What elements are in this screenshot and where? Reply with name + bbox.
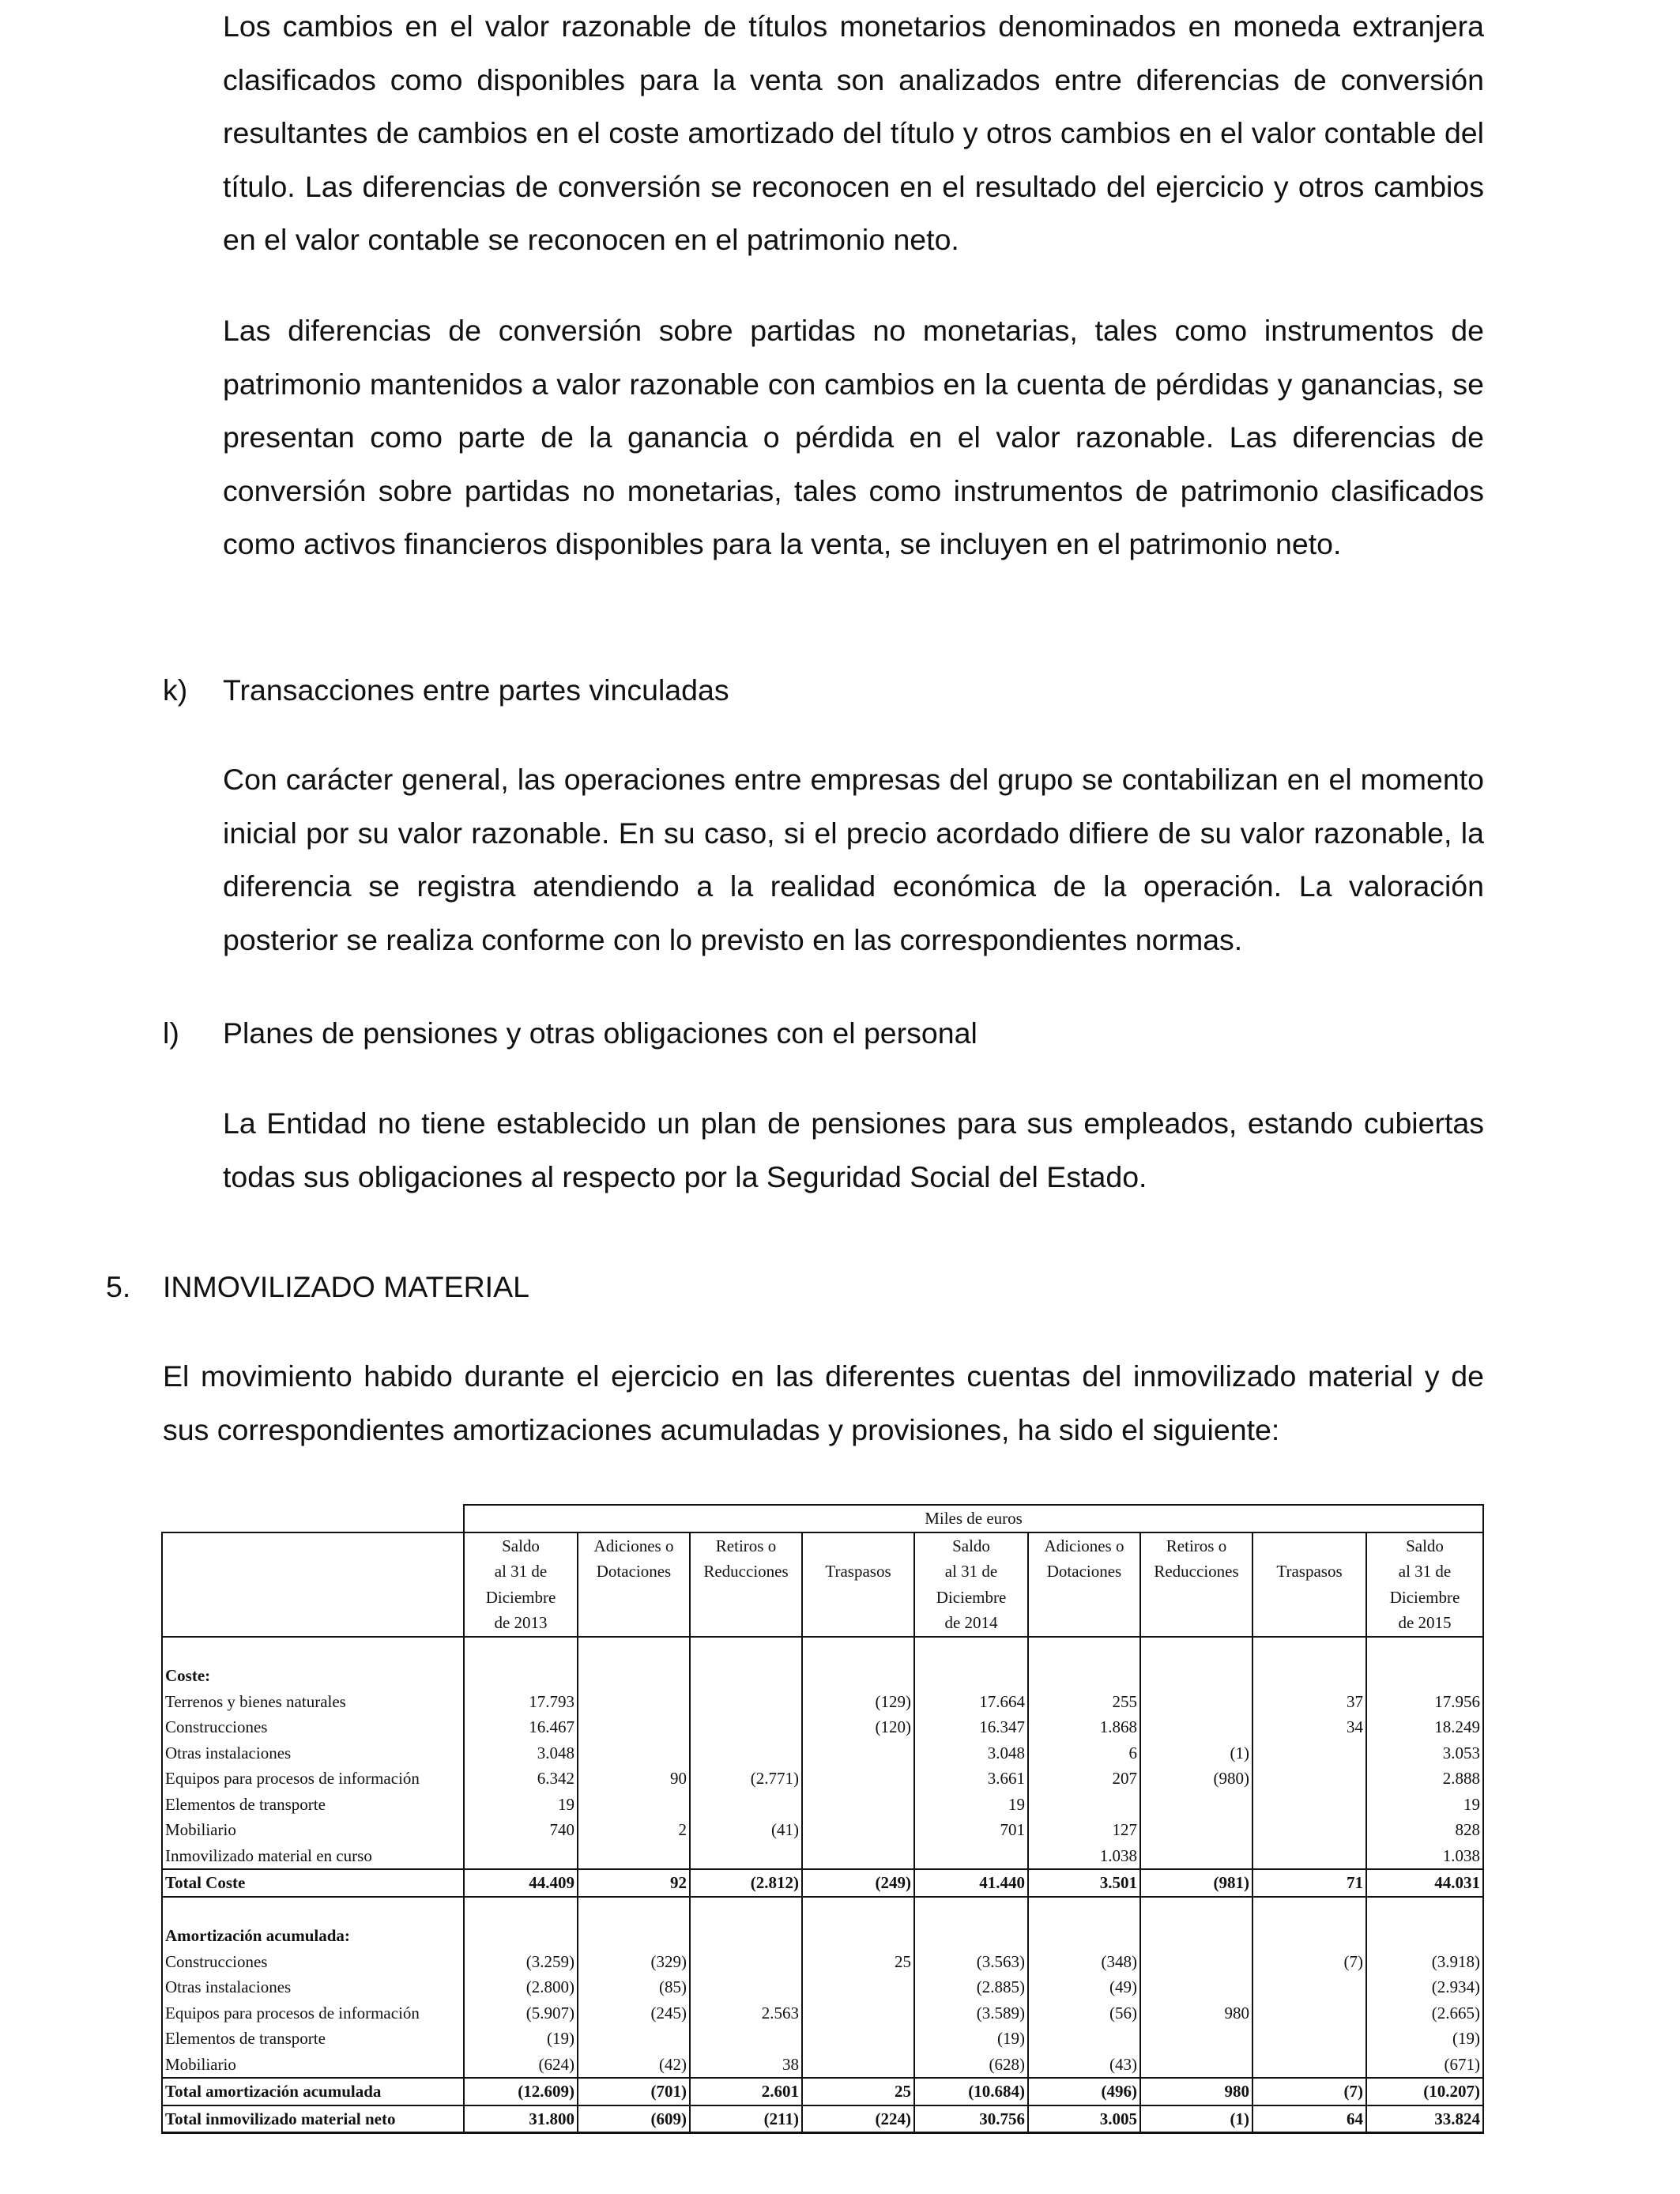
fixed-assets-table (161, 1504, 1484, 2134)
column-header-8 (1252, 1532, 1366, 1637)
table-empty-cell (914, 1923, 1028, 1949)
amortizacion-section-title (162, 1923, 1483, 1949)
table-empty-cell (1140, 1923, 1252, 1949)
table-gap-cell (1252, 1897, 1366, 1924)
cell-col-9: 19 (1366, 1792, 1483, 1818)
row-label: Construcciones (162, 1949, 464, 1975)
column-header-line: Retiros o (1166, 1536, 1227, 1555)
paragraph-related-parties: Con carácter general, las operaciones entre empresas del grupo se contabilizan en el momento inicial por su valor razonable. En su caso, si el precio acordado difiere de su valor razonable, la diferencia se registra atendiendo a la realidad económica de la operación. La valoración posterior se realiza conforme con lo previsto en las correspondientes normas. (223, 763, 1484, 956)
cell-col-6 (1028, 2026, 1140, 2052)
table-empty-cell (1366, 1663, 1483, 1689)
cell-col-3: (2.812) (690, 1869, 802, 1897)
cell-col-1: 17.793 (464, 1689, 578, 1715)
cell-col-7: (1) (1140, 1740, 1252, 1766)
cell-col-7 (1140, 1817, 1252, 1843)
cell-col-1: (5.907) (464, 2000, 578, 2026)
table-gap-cell (1366, 1897, 1483, 1924)
cell-col-8: (7) (1252, 2078, 1366, 2105)
cell-col-1: (19) (464, 2026, 578, 2052)
row-label: Equipos para procesos de información (162, 1766, 464, 1792)
table-row (162, 1949, 1483, 1975)
cell-col-6: (49) (1028, 1974, 1140, 2000)
cell-col-7 (1140, 1843, 1252, 1870)
column-header-2 (578, 1532, 690, 1637)
table-row (162, 2052, 1483, 2079)
cell-col-3 (690, 1740, 802, 1766)
cell-col-4: (249) (802, 1869, 914, 1897)
cell-col-5: 17.664 (914, 1689, 1028, 1715)
cell-col-9: (2.665) (1366, 2000, 1483, 2026)
coste-section-title (162, 1663, 1483, 1689)
table-row (162, 1740, 1483, 1766)
cell-col-2 (578, 1843, 690, 1870)
fixed-assets-table-wrapper (161, 1504, 1482, 2134)
cell-col-9: 2.888 (1366, 1766, 1483, 1792)
table-gap-cell (914, 1637, 1028, 1664)
table-row (162, 1689, 1483, 1715)
cell-col-9: 1.038 (1366, 1843, 1483, 1870)
cell-col-1 (464, 1843, 578, 1870)
table-gap-cell (578, 1897, 690, 1924)
cell-col-8 (1252, 2000, 1366, 2026)
column-header-line: al 31 de (494, 1562, 548, 1581)
cell-col-6: 1.038 (1028, 1843, 1140, 1870)
cell-col-3 (690, 1714, 802, 1740)
cell-col-5: (19) (914, 2026, 1028, 2052)
table-gap-cell (690, 1637, 802, 1664)
cell-col-8 (1252, 1792, 1366, 1818)
cell-col-7 (1140, 2026, 1252, 2052)
table-empty-cell (464, 1663, 578, 1689)
table-unit-row (162, 1505, 1483, 1532)
table-row (162, 2000, 1483, 2026)
column-header-line: de 2015 (1398, 1613, 1452, 1632)
cell-col-2: (609) (578, 2105, 690, 2133)
column-header-line: Traspasos (825, 1562, 891, 1581)
table-row (162, 1714, 1483, 1740)
amortizacion-section-title-label: Amortización acumulada: (162, 1923, 464, 1949)
column-header-9 (1366, 1532, 1483, 1637)
table-gap-cell (802, 1897, 914, 1924)
cell-col-7: (980) (1140, 1766, 1252, 1792)
cell-col-2 (578, 1740, 690, 1766)
heading-k-text: Transacciones entre partes vinculadas (223, 673, 729, 707)
cell-col-9: 3.053 (1366, 1740, 1483, 1766)
cell-col-2: (42) (578, 2052, 690, 2079)
row-label: Otras instalaciones (162, 1974, 464, 2000)
cell-col-2: 2 (578, 1817, 690, 1843)
cell-col-4: 25 (802, 1949, 914, 1975)
cell-col-4 (802, 1766, 914, 1792)
table-gap-cell (464, 1637, 578, 1664)
table-row (162, 2026, 1483, 2052)
cell-col-7 (1140, 1949, 1252, 1975)
table-empty-cell (1028, 1663, 1140, 1689)
column-header-line: Adiciones o (593, 1536, 674, 1555)
cell-col-4: (224) (802, 2105, 914, 2133)
row-label: Mobiliario (162, 1817, 464, 1843)
cell-col-4 (802, 2000, 914, 2026)
cell-col-1: 6.342 (464, 1766, 578, 1792)
row-label: Total Coste (162, 1869, 464, 1897)
cell-col-1: 19 (464, 1792, 578, 1818)
cell-col-1: (12.609) (464, 2078, 578, 2105)
cell-col-4: (120) (802, 1714, 914, 1740)
column-header-line: Dotaciones (1046, 1562, 1122, 1581)
cell-col-3 (690, 1949, 802, 1975)
cell-col-9: (671) (1366, 2052, 1483, 2079)
cell-col-8 (1252, 1766, 1366, 1792)
cell-col-6: 255 (1028, 1689, 1140, 1715)
column-header-line: Saldo (952, 1536, 990, 1555)
table-empty-cell (1366, 1923, 1483, 1949)
cell-col-7: 980 (1140, 2000, 1252, 2026)
cell-col-4 (802, 1792, 914, 1818)
table-gap-label (162, 1897, 464, 1924)
cell-col-8 (1252, 2026, 1366, 2052)
cell-col-6 (1028, 1792, 1140, 1818)
table-row (162, 1792, 1483, 1818)
cell-col-5: (2.885) (914, 1974, 1028, 2000)
cell-col-8: 64 (1252, 2105, 1366, 2133)
cell-col-1: (624) (464, 2052, 578, 2079)
cell-col-3 (690, 1974, 802, 2000)
cell-col-2: (329) (578, 1949, 690, 1975)
cell-col-7 (1140, 1792, 1252, 1818)
row-label: Otras instalaciones (162, 1740, 464, 1766)
table-gap-cell (1252, 1637, 1366, 1664)
cell-col-5: (10.684) (914, 2078, 1028, 2105)
total-amortizacion-row (162, 2078, 1483, 2105)
table-empty-cell (802, 1663, 914, 1689)
cell-col-6: 127 (1028, 1817, 1140, 1843)
table-unit-header: Miles de euros (464, 1505, 1483, 1532)
column-header-5 (914, 1532, 1028, 1637)
cell-col-7: 980 (1140, 2078, 1252, 2105)
cell-col-4 (802, 1817, 914, 1843)
table-empty-cell (578, 1663, 690, 1689)
cell-col-8: 34 (1252, 1714, 1366, 1740)
table-header-label-cell (162, 1532, 464, 1637)
column-header-line: Retiros o (715, 1536, 777, 1555)
cell-col-8 (1252, 1740, 1366, 1766)
cell-col-7 (1140, 1714, 1252, 1740)
cell-col-9: 18.249 (1366, 1714, 1483, 1740)
cell-col-6: 3.501 (1028, 1869, 1140, 1897)
cell-col-4 (802, 1740, 914, 1766)
table-empty-cell (1140, 1663, 1252, 1689)
cell-col-6: 6 (1028, 1740, 1140, 1766)
cell-col-1: 16.467 (464, 1714, 578, 1740)
cell-col-2 (578, 1714, 690, 1740)
row-label: Elementos de transporte (162, 2026, 464, 2052)
table-empty-cell (1252, 1663, 1366, 1689)
cell-col-9: (3.918) (1366, 1949, 1483, 1975)
table-gap-cell (578, 1637, 690, 1664)
heading-k-label: k) (163, 673, 188, 707)
row-label: Equipos para procesos de información (162, 2000, 464, 2026)
cell-col-6: 207 (1028, 1766, 1140, 1792)
cell-col-9: (19) (1366, 2026, 1483, 2052)
column-header-line (805, 1533, 911, 1559)
cell-col-4: 25 (802, 2078, 914, 2105)
table-gap-cell (914, 1897, 1028, 1924)
cell-col-3 (690, 1689, 802, 1715)
cell-col-9: 44.031 (1366, 1869, 1483, 1897)
table-empty-cell (464, 1923, 578, 1949)
table-gap-label (162, 1637, 464, 1664)
column-header-line: Diciembre (1389, 1587, 1460, 1607)
cell-col-8 (1252, 1843, 1366, 1870)
cell-col-1: 44.409 (464, 1869, 578, 1897)
table-gap-cell (802, 1637, 914, 1664)
cell-col-1: 3.048 (464, 1740, 578, 1766)
table-empty-cell (914, 1663, 1028, 1689)
table-empty-cell (690, 1923, 802, 1949)
cell-col-2: (85) (578, 1974, 690, 2000)
table-gap-cell (1140, 1897, 1252, 1924)
cell-col-1: 740 (464, 1817, 578, 1843)
cell-col-3 (690, 1792, 802, 1818)
paragraph-movement-intro: El movimiento habido durante el ejercicio en las diferentes cuentas del inmovilizado material y de sus correspondientes amortizaciones acumuladas y provisiones, ha sido el siguiente: (163, 1359, 1484, 1446)
row-label: Total inmovilizado material neto (162, 2105, 464, 2133)
table-gap-cell (1028, 1637, 1140, 1664)
cell-col-2 (578, 1689, 690, 1715)
cell-col-8 (1252, 1817, 1366, 1843)
cell-col-8: 71 (1252, 1869, 1366, 1897)
cell-col-9: (10.207) (1366, 2078, 1483, 2105)
table-gap-cell (1140, 1637, 1252, 1664)
cell-col-3 (690, 1843, 802, 1870)
column-header-line: Saldo (1406, 1536, 1444, 1555)
cell-col-5: 30.756 (914, 2105, 1028, 2133)
cell-col-1: (3.259) (464, 1949, 578, 1975)
cell-col-3: (2.771) (690, 1766, 802, 1792)
cell-col-2 (578, 2026, 690, 2052)
cell-col-4 (802, 1843, 914, 1870)
cell-col-8 (1252, 2052, 1366, 2079)
table-row (162, 1974, 1483, 2000)
table-gap-cell (1366, 1637, 1483, 1664)
column-header-line: de 2013 (494, 1613, 548, 1632)
cell-col-2: (701) (578, 2078, 690, 2105)
column-header-line (1256, 1533, 1363, 1559)
column-header-line: Diciembre (936, 1587, 1007, 1607)
row-label: Mobiliario (162, 2052, 464, 2079)
table-empty-cell (1252, 1923, 1366, 1949)
paragraph-conversion-monetary: Los cambios en el valor razonable de títulos monetarios denominados en moneda extranjera clasificados como disponibles para la venta son analizados entre diferencias de conversión resultantes de cambios en el coste amortizado del título y otros cambios en el valor contable del título. Las diferencias de conversión se reconocen en el resultado del ejercicio y otros cambios en el valor contable se reconocen en el patrimonio neto. (223, 9, 1484, 256)
cell-col-2: (245) (578, 2000, 690, 2026)
row-label: Construcciones (162, 1714, 464, 1740)
table-gap-row (162, 1637, 1483, 1664)
cell-col-6: 3.005 (1028, 2105, 1140, 2133)
table-column-header-row (162, 1532, 1483, 1637)
cell-col-4 (802, 1974, 914, 2000)
heading-5-label: 5. (106, 1270, 131, 1303)
row-label: Inmovilizado material en curso (162, 1843, 464, 1870)
cell-col-5: 3.661 (914, 1766, 1028, 1792)
cell-col-5: 19 (914, 1792, 1028, 1818)
cell-col-3: (41) (690, 1817, 802, 1843)
cell-col-3: 2.601 (690, 2078, 802, 2105)
table-empty-cell (578, 1923, 690, 1949)
cell-col-6: (348) (1028, 1949, 1140, 1975)
heading-l-text: Planes de pensiones y otras obligaciones con el personal (223, 1016, 977, 1050)
column-header-line: al 31 de (944, 1562, 998, 1581)
cell-col-1: (2.800) (464, 1974, 578, 2000)
cell-col-7 (1140, 1689, 1252, 1715)
heading-l-label: l) (163, 1016, 179, 1050)
column-header-line: Reducciones (1154, 1562, 1239, 1581)
column-header-line: Traspasos (1276, 1562, 1343, 1581)
table-gap-cell (690, 1897, 802, 1924)
cell-col-5: (3.589) (914, 2000, 1028, 2026)
cell-col-5: (628) (914, 2052, 1028, 2079)
cell-col-1: 31.800 (464, 2105, 578, 2133)
cell-col-3: (211) (690, 2105, 802, 2133)
table-empty-cell (690, 1663, 802, 1689)
column-header-1 (464, 1532, 578, 1637)
table-gap-row (162, 1897, 1483, 1924)
row-label: Elementos de transporte (162, 1792, 464, 1818)
cell-col-7: (981) (1140, 1869, 1252, 1897)
column-header-line: al 31 de (1398, 1562, 1452, 1581)
column-header-line: de 2014 (944, 1613, 998, 1632)
cell-col-8: (7) (1252, 1949, 1366, 1975)
cell-col-3 (690, 2026, 802, 2052)
cell-col-2: 90 (578, 1766, 690, 1792)
cell-col-6: 1.868 (1028, 1714, 1140, 1740)
table-row (162, 1766, 1483, 1792)
column-header-3 (690, 1532, 802, 1637)
total-neto-row (162, 2105, 1483, 2133)
cell-col-5 (914, 1843, 1028, 1870)
cell-col-6: (56) (1028, 2000, 1140, 2026)
table-empty-cell (802, 1923, 914, 1949)
cell-col-8 (1252, 1974, 1366, 2000)
cell-col-7 (1140, 1974, 1252, 2000)
table-row (162, 1843, 1483, 1870)
heading-5-text: INMOVILIZADO MATERIAL (163, 1270, 529, 1303)
cell-col-8: 37 (1252, 1689, 1366, 1715)
cell-col-9: 828 (1366, 1817, 1483, 1843)
column-header-line: Dotaciones (596, 1562, 672, 1581)
table-row (162, 1817, 1483, 1843)
column-header-line: Adiciones o (1044, 1536, 1124, 1555)
cell-col-7: (1) (1140, 2105, 1252, 2133)
table-gap-cell (464, 1897, 578, 1924)
cell-col-2: 92 (578, 1869, 690, 1897)
cell-col-9: 33.824 (1366, 2105, 1483, 2133)
paragraph-conversion-non-monetary: Las diferencias de conversión sobre partidas no monetarias, tales como instrumentos de patrimonio mantenidos a valor razonable con cambios en la cuenta de pérdidas y ganancias, se presentan como parte de la ganancia o pérdida en el valor razonable. Las diferencias de conversión sobre partidas no monetarias, tales como instrumentos de patrimonio clasificados como activos financieros disponibles para la venta, se incluyen en el patrimonio neto. (223, 314, 1484, 560)
column-header-7 (1140, 1532, 1252, 1637)
column-header-4 (802, 1532, 914, 1637)
cell-col-5: 701 (914, 1817, 1028, 1843)
cell-col-4 (802, 2052, 914, 2079)
column-header-line: Diciembre (485, 1587, 556, 1607)
cell-col-7 (1140, 2052, 1252, 2079)
cell-col-4 (802, 2026, 914, 2052)
table-gap-cell (1028, 1897, 1140, 1924)
table-blank-corner (162, 1505, 464, 1532)
cell-col-9: (2.934) (1366, 1974, 1483, 2000)
cell-col-6: (43) (1028, 2052, 1140, 2079)
cell-col-5: 16.347 (914, 1714, 1028, 1740)
row-label: Terrenos y bienes naturales (162, 1689, 464, 1715)
row-label: Total amortización acumulada (162, 2078, 464, 2105)
column-header-line: Reducciones (703, 1562, 789, 1581)
cell-col-4: (129) (802, 1689, 914, 1715)
cell-col-3: 2.563 (690, 2000, 802, 2026)
cell-col-5: 41.440 (914, 1869, 1028, 1897)
cell-col-5: 3.048 (914, 1740, 1028, 1766)
cell-col-6: (496) (1028, 2078, 1140, 2105)
paragraph-pensions: La Entidad no tiene establecido un plan de pensiones para sus empleados, estando cubiertas todas sus obligaciones al respecto por la Seguridad Social del Estado. (223, 1106, 1484, 1193)
column-header-6 (1028, 1532, 1140, 1637)
column-header-line: Saldo (502, 1536, 540, 1555)
table-empty-cell (1028, 1923, 1140, 1949)
cell-col-2 (578, 1792, 690, 1818)
cell-col-3: 38 (690, 2052, 802, 2079)
coste-section-title-label: Coste: (162, 1663, 464, 1689)
cell-col-9: 17.956 (1366, 1689, 1483, 1715)
cell-col-5: (3.563) (914, 1949, 1028, 1975)
total-coste-row (162, 1869, 1483, 1897)
